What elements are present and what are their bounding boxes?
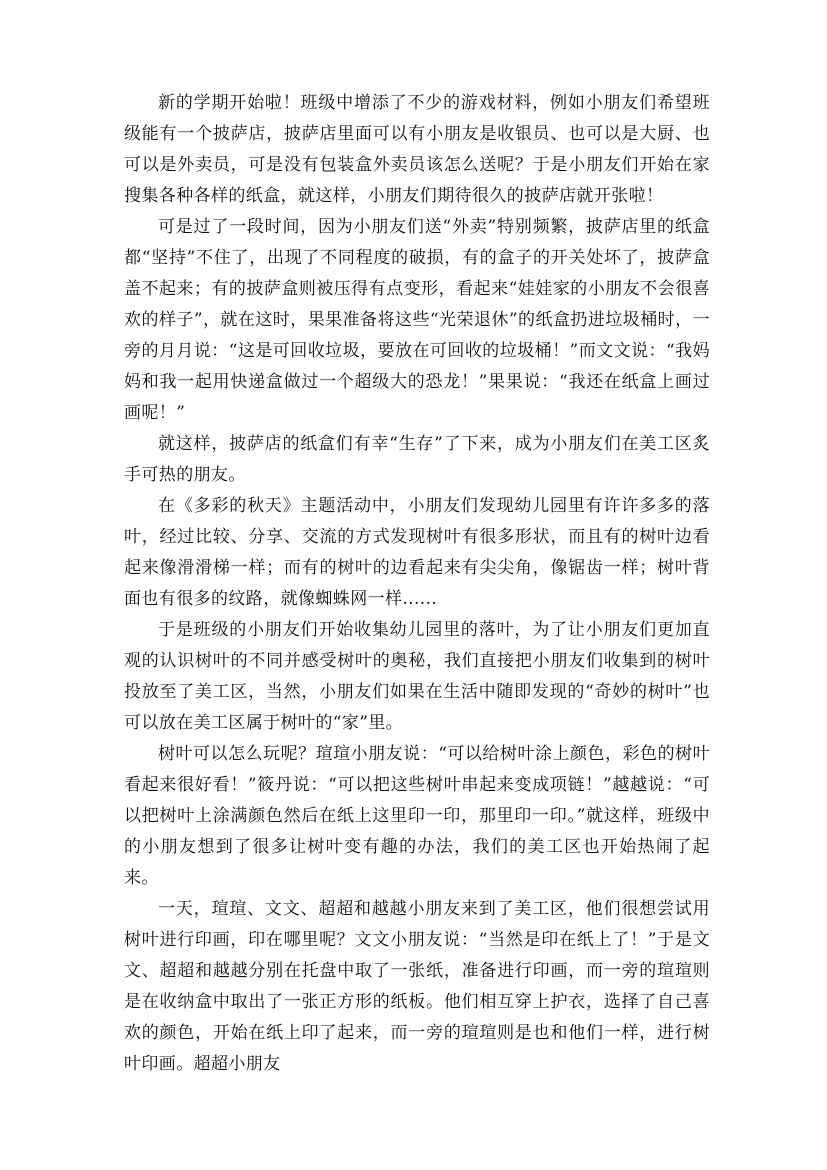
paragraph-autumn-leaves: 在《多彩的秋天》主题活动中，小朋友们发现幼儿园里有许许多多的落叶，经过比较、分享、交流的方式发现树叶有很多形状，而且有的树叶边看起来像滑滑梯一样；而有的树叶的边看起来有尖尖角，像锯齿一样；树叶背面也有很多的纹路，就像蜘蛛网一样...... bbox=[124, 496, 710, 609]
paragraph-boxes-survived: 就这样，披萨店的纸盒们有幸“生存”了下来，成为小朋友们在美工区炙手可热的朋友。 bbox=[124, 434, 710, 485]
paragraph-pizza-shop: 新的学期开始啦！班级中增添了不少的游戏材料，例如小朋友们希望班级能有一个披萨店，披萨店里面可以有小朋友是收银员、也可以是大厨、也可以是外卖员，可是没有包装盒外卖员该怎么送呢？于是小朋友们开始在家搜集各种各样的纸盒，就这样，小朋友们期待很久的披萨店就开张啦！ bbox=[124, 93, 710, 206]
paragraph-boxes-damaged: 可是过了一段时间，因为小朋友们送“外卖”特别频繁，披萨店里的纸盒都“坚持”不住了，出现了不同程度的破损，有的盒子的开关处坏了，披萨盒盖不起来；有的披萨盒则被压得有点变形，看起来“娃娃家的小朋友不会很喜欢的样子”，就在这时，果果准备将这些“光荣退休”的纸盒扔进垃圾桶时，一旁的月月说：“这是可回收垃圾，要放在可回收的垃圾桶！”而文文说：“我妈妈和我一起用快递盒做过一个超级大的恐龙！”果果说：“我还在纸盒上画过画呢！” bbox=[124, 217, 710, 423]
document-body bbox=[124, 88, 710, 1080]
paragraph-collect-leaves: 于是班级的小朋友们开始收集幼儿园里的落叶，为了让小朋友们更加直观的认识树叶的不同并感受树叶的奥秘，我们直接把小朋友们收集到的树叶投放至了美工区，当然，小朋友们如果在生活中随即发现的“奇妙的树叶”也可以放在美工区属于树叶的“家”里。 bbox=[124, 620, 710, 733]
paragraph-leaf-printing: 一天，瑄瑄、文文、超超和越越小朋友来到了美工区，他们很想尝试用树叶进行印画，印在哪里呢？文文小朋友说：“当然是印在纸上了！”于是文文、超超和越越分别在托盘中取了一张纸，准备进行印画，而一旁的瑄瑄则是在收纳盒中取出了一张正方形的纸板。他们相互穿上护衣，选择了自己喜欢的颜色，开始在纸上印了起来，而一旁的瑄瑄则是也和他们一样，进行树叶印画。超超小朋友 bbox=[124, 899, 710, 1074]
paragraph-leaf-play-ideas: 树叶可以怎么玩呢？瑄瑄小朋友说：“可以给树叶涂上颜色，彩色的树叶看起来很好看！”筱丹说：“可以把这些树叶串起来变成项链！”越越说：“可以把树叶上涂满颜色然后在纸上这里印一印，那里印一印。”就这样，班级中的小朋友想到了很多让树叶变有趣的办法，我们的美工区也开始热闹了起来。 bbox=[124, 744, 710, 888]
